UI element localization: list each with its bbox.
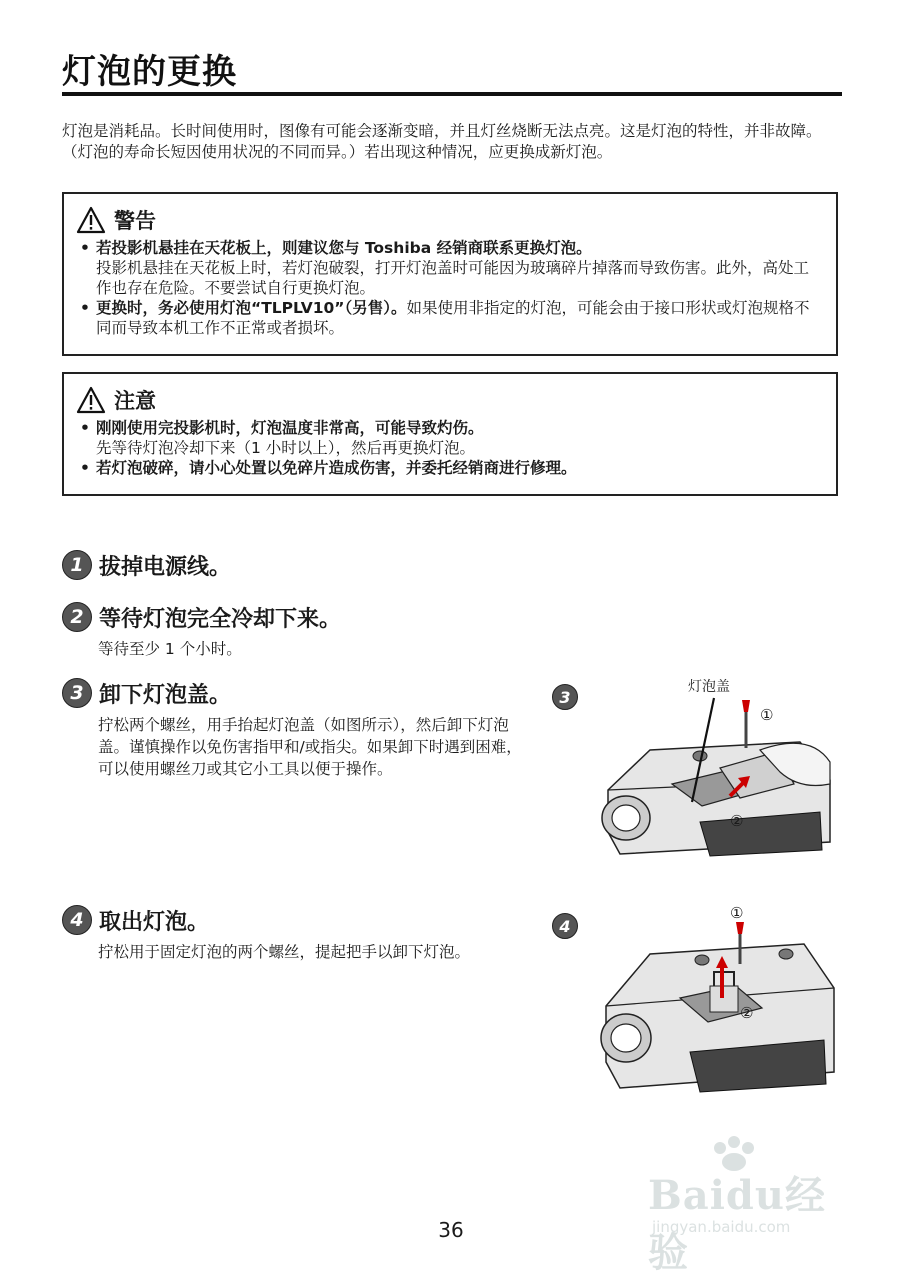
step-3-text: 拧松两个螺丝，用手抬起灯泡盖（如图所示），然后卸下灯泡盖。谨慎操作以免伤害指甲和/或指尖。如果卸下时遇到困难，可以使用螺丝刀或其它小工具以便于操作。 <box>98 716 522 778</box>
step-4 <box>62 905 532 963</box>
warning-item-ceiling-text: 投影机悬挂在天花板上时，若灯泡破裂，打开灯泡盖时可能因为玻璃碎片掉落而导致伤害。此外，高处工作也存在危险。不要尝试自行更换灯泡。 <box>96 259 810 297</box>
step-4-number-badge: 4 <box>62 905 92 935</box>
title-rule <box>62 92 842 96</box>
step-1-title: 拔掉电源线。 <box>99 554 232 580</box>
figure-3-mark-1: ① <box>760 706 774 724</box>
figure-4-lamp-removal <box>580 902 842 1110</box>
figure-3-lamp-cover-removal <box>580 672 842 872</box>
step-1-number-badge: 1 <box>62 550 92 580</box>
step-3-title: 卸下灯泡盖。 <box>99 682 232 708</box>
caution-item-broken: • 若灯泡破碎，请小心处置以免碎片造成伤害，并委托经销商进行修理。 <box>80 459 577 477</box>
watermark-url: jingyan.baidu.com <box>652 1218 791 1236</box>
warning-triangle-icon <box>76 206 106 234</box>
caution-item-hot-text: 先等待灯泡冷却下来（1 小时以上），然后再更换灯泡。 <box>96 439 476 457</box>
warning-item-lamp-model-bold: 更换时，务必使用灯泡“TLPLV10”（另售）。 <box>96 299 407 317</box>
step-2 <box>62 602 341 660</box>
warning-label: 警告 <box>114 209 156 233</box>
caution-label: 注意 <box>114 389 156 413</box>
step-2-text: 等待至少 1 个小时。 <box>98 640 242 658</box>
caution-box <box>62 372 838 496</box>
figure-3-badge: 3 <box>552 684 578 710</box>
step-2-number-badge: 2 <box>62 602 92 632</box>
step-3 <box>62 678 522 780</box>
step-4-text: 拧松用于固定灯泡的两个螺丝，提起把手以卸下灯泡。 <box>98 943 471 961</box>
page-number: 36 <box>438 1218 464 1242</box>
figure-3-callout-lamp-cover: 灯泡盖 <box>688 679 730 695</box>
caution-item-broken-bold: 若灯泡破碎，请小心处置以免碎片造成伤害，并委托经销商进行修理。 <box>96 459 577 477</box>
warning-item-lamp-model-text: 如果使用非指定的灯泡，可能会由于接口形状或灯泡规格不同而导致本机工作不正常或者损坏。 <box>96 299 810 337</box>
caution-item-hot-bold: 刚刚使用完投影机时，灯泡温度非常高，可能导致灼伤。 <box>96 419 484 437</box>
caution-triangle-icon <box>76 386 106 414</box>
caution-header <box>76 382 824 418</box>
step-3-number-badge: 3 <box>62 678 92 708</box>
figure-4-mark-2: ② <box>740 1004 754 1022</box>
step-4-title: 取出灯泡。 <box>99 909 210 935</box>
figure-3-mark-2: ② <box>730 812 744 830</box>
projector-lamp-removal-illustration <box>580 902 842 1110</box>
page-title: 灯泡的更换 <box>62 52 237 92</box>
figure-4-badge: 4 <box>552 913 578 939</box>
warning-header <box>76 202 824 238</box>
warning-item-ceiling: • 若投影机悬挂在天花板上，则建议您与 Toshiba 经销商联系更换灯泡。 投影机悬挂在天花板上时，若灯泡破裂，打开灯泡盖时可能因为玻璃碎片掉落而导致伤害。此外，高处工作也存在危险。不要尝试自行更换灯泡。 <box>80 239 810 297</box>
warning-item-lamp-model: • 更换时，务必使用灯泡“TLPLV10”（另售）。如果使用非指定的灯泡，可能会由于接口形状或灯泡规格不同而导致本机工作不正常或者损坏。 <box>80 299 810 337</box>
warning-box <box>62 192 838 356</box>
caution-item-hot: • 刚刚使用完投影机时，灯泡温度非常高，可能导致灼伤。 先等待灯泡冷却下来（1 小时以上），然后再更换灯泡。 <box>80 419 484 457</box>
step-1 <box>62 550 231 580</box>
figure-4-mark-1: ① <box>730 904 744 922</box>
watermark-text: Baidu经验 <box>648 1172 826 1276</box>
intro-paragraph: 灯泡是消耗品。长时间使用时，图像有可能会逐渐变暗，并且灯丝烧断无法点亮。这是灯泡的特性，并非故障。（灯泡的寿命长短因使用状况的不同而异。）若出现这种情况，应更换成新灯泡。 <box>62 122 822 161</box>
warning-item-ceiling-bold: 若投影机悬挂在天花板上，则建议您与 Toshiba 经销商联系更换灯泡。 <box>96 239 592 257</box>
step-2-title: 等待灯泡完全冷却下来。 <box>99 606 342 632</box>
projector-lamp-cover-illustration <box>580 672 842 872</box>
